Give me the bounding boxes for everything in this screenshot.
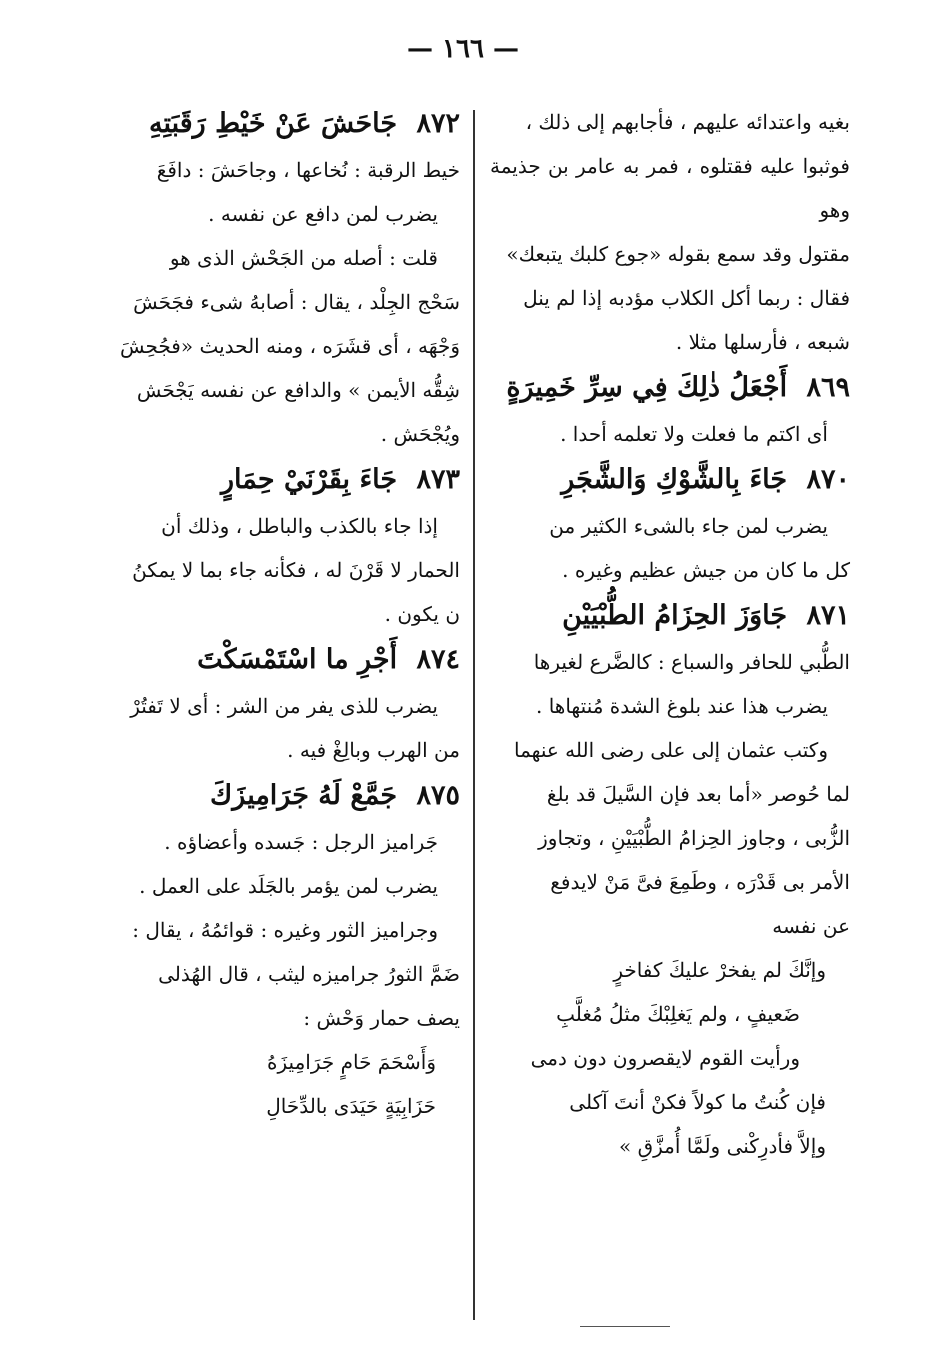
- explanation-line: خيط الرقبة : نُخاعها ، وجاحَشَ : دافَعَ: [156, 158, 460, 182]
- verse-line: وَأَسْحَمَ حَامٍ جَرَامِيزَهُ: [267, 1050, 436, 1074]
- explanation-line: جَراميز الرجل : جَسده وأعضاؤه .: [164, 830, 438, 854]
- explanation-line: كل ما كان من جيش عظيم وغيره .: [562, 558, 850, 582]
- proverb-heading-872: [100, 102, 460, 146]
- left-column: [100, 100, 460, 1128]
- right-column: [490, 100, 850, 1168]
- proverb-heading-873: [100, 458, 460, 502]
- proverb-title: جَمَّعْ لَهُ جَرَامِيزَكَ: [210, 780, 398, 811]
- explanation-line: قلت : أصله من الجَحْش الذى هو: [169, 246, 438, 270]
- proverb-heading-869: [490, 366, 850, 410]
- proverb-heading-870: [490, 458, 850, 502]
- proverb-heading-874: [100, 638, 460, 682]
- explanation-line: وجراميز الثور وغيره : قوائمُهُ ، يقال :: [132, 918, 438, 942]
- proverb-number: ٨٧٥: [416, 780, 460, 811]
- proverb-heading-875: [100, 774, 460, 818]
- proverb-title: جَاءَ بِقَرْنَيْ حِمَارٍ: [221, 464, 398, 495]
- explanation-line: يضرب لمن دافع عن نفسه .: [208, 202, 438, 226]
- proverb-number: ٨٧٤: [416, 644, 460, 675]
- intro-line: فوثبوا عليه فقتلوه ، فمر به عامر بن جذيمة وهو: [490, 154, 850, 222]
- proverb-heading-871: [490, 594, 850, 638]
- proverb-number: ٨٧٠: [806, 464, 850, 495]
- verse-line: حَزَابِيَةٍ حَيَدَى بالدِّحَالِ: [266, 1094, 436, 1118]
- intro-line: فقال : ربما أكل الكلاب مؤدبه إذا لم ينل: [523, 286, 850, 310]
- column-divider: [473, 110, 475, 1320]
- explanation-line: يضرب لمن يؤمر بالجَلَد على العمل .: [139, 874, 438, 898]
- proverb-title: جَاءَ بِالشَّوْكِ وَالشَّجَرِ: [561, 464, 788, 495]
- explanation-line: يصف حمار وَحْش :: [303, 1006, 460, 1030]
- explanation-line: يضرب لمن جاء بالشىء الكثير من: [549, 514, 828, 538]
- bottom-rule: [580, 1326, 670, 1327]
- explanation-line: ن يكون .: [384, 602, 460, 626]
- explanation-line: شِقُّه الأيمن » والدافع عن نفسه يَجْحَش: [136, 378, 460, 402]
- explanation-line: الزُّبى ، وجاوز الحِزامُ الطُّبْيَيْنِ ، وتجاوز: [538, 826, 850, 850]
- proverb-title: أَجْرِ ما اسْتَمْسَكْتَ: [197, 644, 398, 675]
- explanation-line: يضرب للذى يفر من الشر : أى لا تَفتُرْ: [130, 694, 438, 718]
- proverb-title: أَجْعَلُ ذٰلِكَ فِي سِرِّ خَمِيرَةٍ: [506, 372, 788, 403]
- proverb-number: ٨٧٣: [416, 464, 460, 495]
- explanation-line: ويُجْحَش .: [380, 422, 460, 446]
- explanation-line: سَحْج الجِلْد ، يقال : أصابهُ شىء فجَحَشَ: [133, 290, 460, 314]
- proverb-title: جَاوَزَ الحِزَامُ الطُّبْيَيْنِ: [562, 600, 788, 631]
- explanation-line: الحمار لا قَرْنَ له ، فكأنه جاء بما لا يمكنُ: [132, 558, 460, 582]
- verse-line: ورأيت القوم لايقصرون دون دمى: [530, 1046, 800, 1070]
- intro-line: شبعه ، فأرسلها مثلا .: [675, 330, 850, 354]
- verse-line: فإن كُنتُ ما كولاً فكنْ أنتَ آكلى: [569, 1090, 826, 1114]
- explanation-line: الأمر بى قَدْرَه ، وطَمِعَ فىَّ مَنْ لايدفع: [550, 870, 850, 894]
- verse-line: وإنَّكَ لم يفخرْ عليكَ كفاخرٍ: [613, 958, 826, 982]
- explanation-line: لما حُوصر «أما بعد فإن السَّيلَ قد بلغ: [546, 782, 850, 806]
- proverb-number: ٨٧١: [806, 600, 850, 631]
- explanation-line: من الهرب وبالِغْ فيه .: [287, 738, 460, 762]
- explanation-line: الطُّبي للحافر والسباع : كالضَّرع لغيرها: [533, 650, 850, 674]
- page-number: — ١٦٦ —: [406, 34, 520, 64]
- intro-line: بغيه واعتدائه عليهم ، فأجابهم إلى ذلك ،: [525, 110, 850, 134]
- verse-line: وإلاَّ فأدرِكْنى ولَمَّا أُمزَّقِ »: [619, 1134, 826, 1158]
- explanation-line: عن نفسه: [772, 914, 850, 938]
- proverb-title: جَاحَشَ عَنْ خَيْطِ رَقَبَتِهِ: [149, 108, 398, 139]
- proverb-number: ٨٦٩: [806, 372, 850, 403]
- verse-line: ضَعيفٍ ، ولم يَغلِبْكَ مثلُ مُغلَّبِ: [556, 1002, 800, 1026]
- explanation-line: ضَمَّ الثورُ جراميزه ليثب ، قال الهُذلى: [158, 962, 460, 986]
- explanation-line: أى اكتم ما فعلت ولا تعلمه أحدا .: [560, 422, 828, 446]
- explanation-line: يضرب هذا عند بلوغ الشدة مُنتهاها .: [535, 694, 828, 718]
- intro-line: مقتول وقد سمع بقوله «جوع كلبك يتبعك»: [506, 242, 850, 266]
- explanation-line: إذا جاء بالكذب والباطل ، وذلك أن: [161, 514, 438, 538]
- proverb-number: ٨٧٢: [416, 108, 460, 139]
- explanation-line: وَجْهَه ، أى قشَرَه ، ومنه الحديث «فجُحِشَ: [119, 334, 460, 358]
- explanation-line: وكتب عثمان إلى على رضى الله عنهما: [513, 738, 828, 762]
